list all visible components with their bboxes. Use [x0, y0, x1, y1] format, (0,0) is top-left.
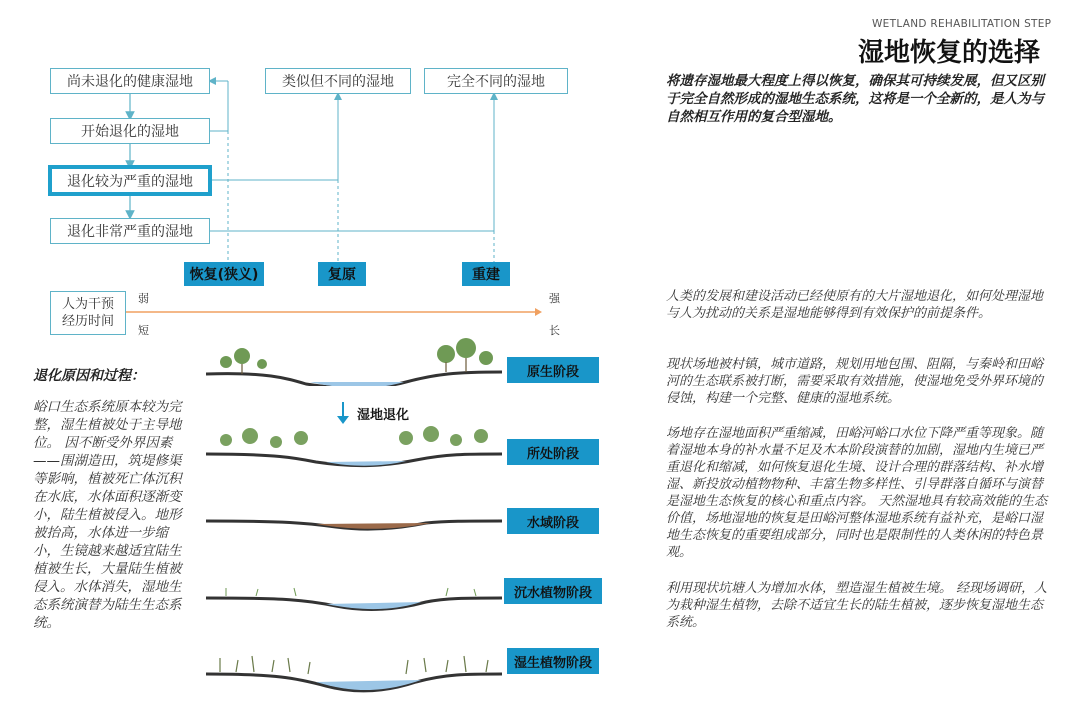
right-paragraph-4: 利用现状坑塘人为增加水体，塑造湿生植被生境。 经现场调研，人为栽种湿生植物，去除不适宜生长的陆生植被，逐步恢复湿地生态系统。	[666, 581, 1048, 630]
scale-long: 长	[549, 324, 560, 337]
option-restore: 复原	[318, 262, 366, 286]
target-box-similar: 类似但不同的湿地	[265, 68, 411, 94]
stage-submerged: 沉水植物阶段	[504, 578, 602, 604]
stage-current: 所处阶段	[507, 439, 599, 465]
flow-box-healthy: 尚未退化的健康湿地	[50, 68, 210, 94]
target-box-different: 完全不同的湿地	[424, 68, 568, 94]
stage-water: 水域阶段	[507, 508, 599, 534]
right-paragraph-3: 场地存在湿地面积严重缩减，田峪河峪口水位下降严重等现象。随着湿地本身的补水量不足及木本阶段演替的加剧，湿地内生境已严重退化和缩减，如何恢复退化生境、设计合理的群落结构、补水增湿、新投放动植物物种、丰富生物多样性、引导群落自循环与演替是湿地生态恢复的核心和重点内容。 天然湿地具有较高效能的生态价值，场地湿地的恢复是田峪河整体湿地系统有益补充，是峪口湿地生态恢复的重要组成部分，同时也是限制性的人类休闲的特色景观。	[666, 426, 1048, 560]
flow-box-very-serious: 退化非常严重的湿地	[50, 218, 210, 244]
degradation-arrow-label: 湿地退化	[357, 408, 410, 423]
flow-box-starting: 开始退化的湿地	[50, 118, 210, 144]
stage-wet-plant: 湿生植物阶段	[507, 648, 599, 674]
degradation-body: 峪口生态系统原本较为完整，湿生植被处于主导地位。 因不断受外界因素——围湖造田，筑堤修渠等影响，植被死亡体沉积在水底，水体面积逐渐变小，陆生植被侵入。地形被抬高，水体进一步缩小，生镜越来越适宜陆生植被生长，大量陆生植被侵入。水体消失，湿地生态系统演替为陆生生态系统。	[33, 399, 182, 631]
scale-short: 短	[138, 324, 149, 337]
stage-native: 原生阶段	[507, 357, 599, 383]
option-rebuild: 重建	[462, 262, 510, 286]
scale-strong: 强	[549, 292, 560, 305]
header-subtitle: WETLAND REHABILITATION STEP	[872, 18, 1052, 30]
option-recover: 恢复(狭义)	[184, 262, 264, 286]
section-native	[206, 334, 502, 386]
flow-box-serious: 退化较为严重的湿地	[48, 165, 212, 196]
section-wet-plant	[206, 648, 502, 700]
intro-text: 将遗存湿地最大程度上得以恢复，确保其可持续发展，但又区别于完全自然形成的湿地生态系统，这将是一个全新的，是人为与自然相互作用的复合型湿地。	[666, 73, 1044, 125]
section-current	[206, 418, 502, 468]
axis-box-label: 人为干预经历时间	[61, 297, 114, 329]
degradation-heading: 退化原因和过程：	[33, 368, 145, 384]
section-water	[206, 505, 502, 535]
page-title: 湿地恢复的选择	[858, 38, 1041, 68]
section-submerged	[206, 580, 502, 620]
right-paragraph-1: 人类的发展和建设活动已经使原有的大片湿地退化，如何处理湿地与人为扰动的关系是湿地能够得到有效保护的前提条件。	[666, 289, 1044, 321]
right-paragraph-2: 现状场地被村镇，城市道路，规划用地包围、阻隔，与秦岭和田峪河的生态联系被打断，需要采取有效措施，使湿地免受外界环境的侵蚀，构建一个完整、健康的湿地系统。	[666, 357, 1044, 406]
intervention-axis-box	[50, 291, 126, 335]
scale-weak: 弱	[138, 292, 149, 305]
